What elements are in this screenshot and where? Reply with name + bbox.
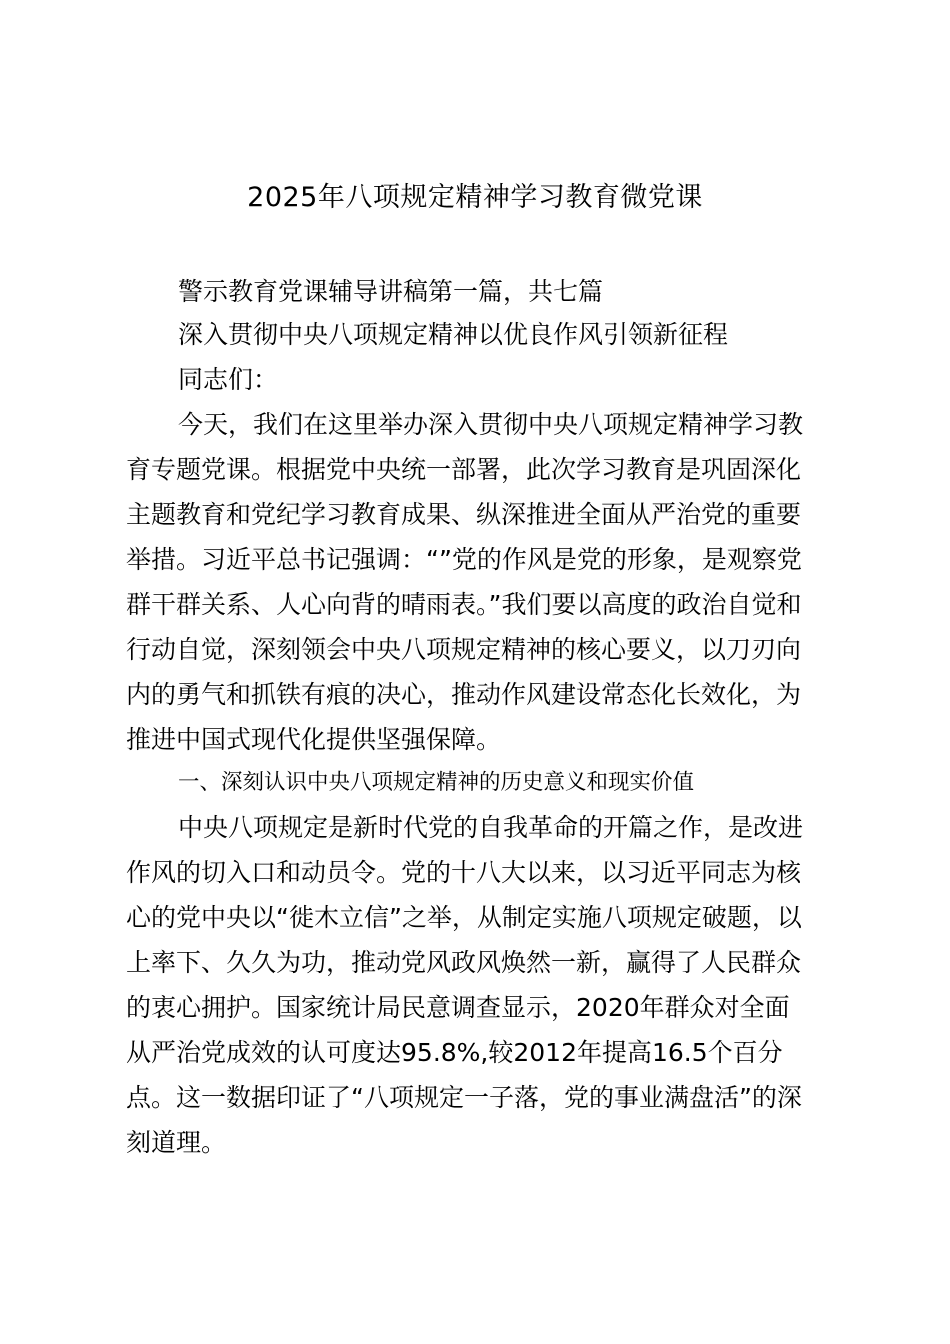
paragraph-line: 刻道理。 bbox=[126, 1128, 227, 1157]
section-heading: 一、深刻认识中央八项规定精神的历史意义和现实价值 bbox=[178, 770, 695, 795]
paragraph-line: 从严治党成效的认可度达95.8%,较2012年提高16.5个百分 bbox=[126, 1038, 783, 1067]
paragraph-line: 育专题党课。根据党中央统一部署，此次学习教育是巩固深化 bbox=[126, 455, 802, 484]
paragraph-line: 推进中国式现代化提供坚强保障。 bbox=[126, 725, 502, 754]
document-subtitle: 警示教育党课辅导讲稿第一篇，共七篇 bbox=[178, 277, 604, 306]
paragraph-line: 作风的切入口和动员令。党的十八大以来，以习近平同志为核 bbox=[126, 858, 802, 887]
paragraph-line: 的衷心拥护。国家统计局民意调查显示，2020年群众对全面 bbox=[126, 993, 790, 1022]
document-theme: 深入贯彻中央八项规定精神以优良作风引领新征程 bbox=[178, 320, 729, 349]
paragraph-line: 行动自觉，深刻领会中央八项规定精神的核心要义，以刀刃向 bbox=[126, 635, 802, 664]
paragraph-line: 举措。习近平总书记强调：“”党的作风是党的形象，是观察党 bbox=[126, 545, 802, 574]
paragraph-line: 心的党中央以“徙木立信”之举，从制定实施八项规定破题，以 bbox=[126, 903, 802, 932]
paragraph-line: 主题教育和党纪学习教育成果、纵深推进全面从严治党的重要 bbox=[126, 500, 802, 529]
paragraph-line: 内的勇气和抓铁有痕的决心，推动作风建设常态化长效化，为 bbox=[126, 680, 802, 709]
paragraph-line: 中央八项规定是新时代党的自我革命的开篇之作，是改进 bbox=[178, 813, 804, 842]
document-title: 2025年八项规定精神学习教育微党课 bbox=[247, 182, 703, 213]
paragraph-line: 今天，我们在这里举办深入贯彻中央八项规定精神学习教 bbox=[178, 410, 804, 439]
paragraph-line: 群干群关系、人心向背的晴雨表。”我们要以高度的政治自觉和 bbox=[126, 590, 802, 619]
salutation: 同志们： bbox=[178, 365, 279, 394]
paragraph-line: 点。这一数据印证了“八项规定一子落，党的事业满盘活”的深 bbox=[126, 1083, 802, 1112]
paragraph-line: 上率下、久久为功，推动党风政风焕然一新，赢得了人民群众 bbox=[126, 948, 802, 977]
